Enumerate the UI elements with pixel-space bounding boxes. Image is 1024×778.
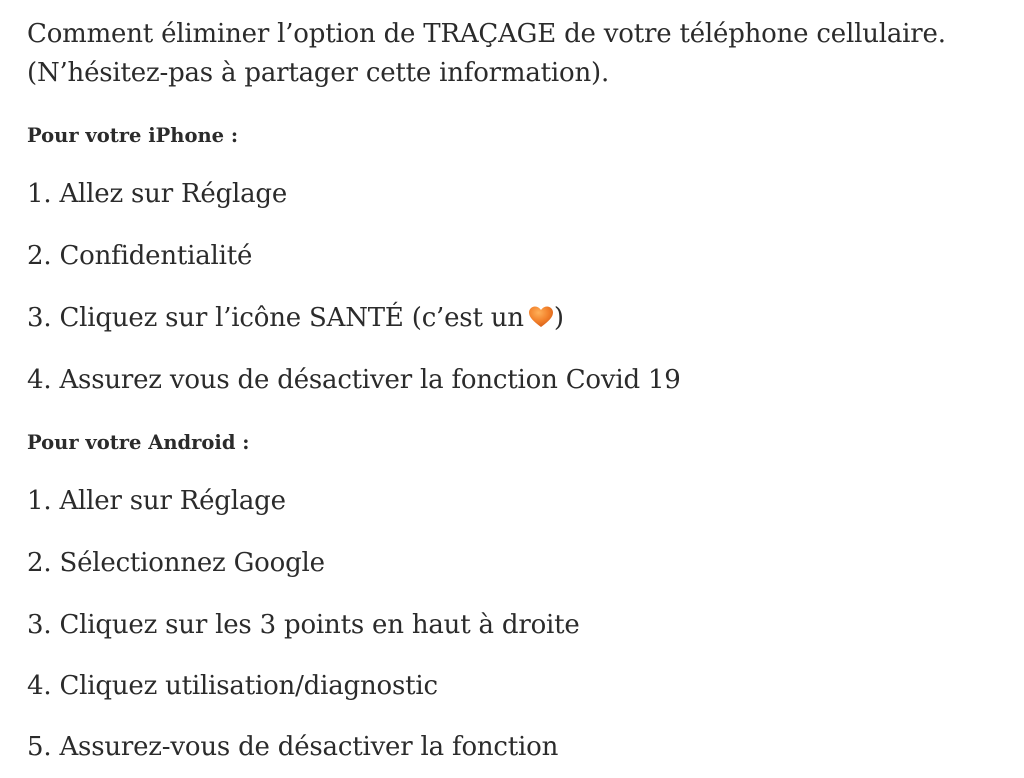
intro-line-2: (N’hésitez-pas à partager cette information). xyxy=(27,58,610,88)
android-step-4: 4. Cliquez utilisation/diagnostic xyxy=(27,671,438,701)
intro-line-1: Comment éliminer l’option de TRAÇAGE de votre téléphone cellulaire. xyxy=(27,19,946,49)
iphone-step-1: 1. Allez sur Réglage xyxy=(27,179,288,209)
iphone-step-4: 4. Assurez vous de désactiver la fonction Covid 19 xyxy=(27,365,681,395)
iphone-step-3-suffix: ) xyxy=(553,303,564,333)
iphone-step-2: 2. Confidentialité xyxy=(27,241,253,271)
android-step-3: 3. Cliquez sur les 3 points en haut à droite xyxy=(27,610,580,640)
heart-icon xyxy=(528,304,554,328)
android-step-1: 1. Aller sur Réglage xyxy=(27,486,286,516)
iphone-step-3 xyxy=(27,301,564,335)
android-heading: Pour votre Android : xyxy=(27,431,250,454)
android-step-5: 5. Assurez-vous de désactiver la fonction xyxy=(27,732,559,762)
iphone-step-3-text: 3. Cliquez sur l’icône SANTÉ (c’est un xyxy=(27,303,524,333)
iphone-heading: Pour votre iPhone : xyxy=(27,124,239,147)
android-step-2: 2. Sélectionnez Google xyxy=(27,548,325,578)
